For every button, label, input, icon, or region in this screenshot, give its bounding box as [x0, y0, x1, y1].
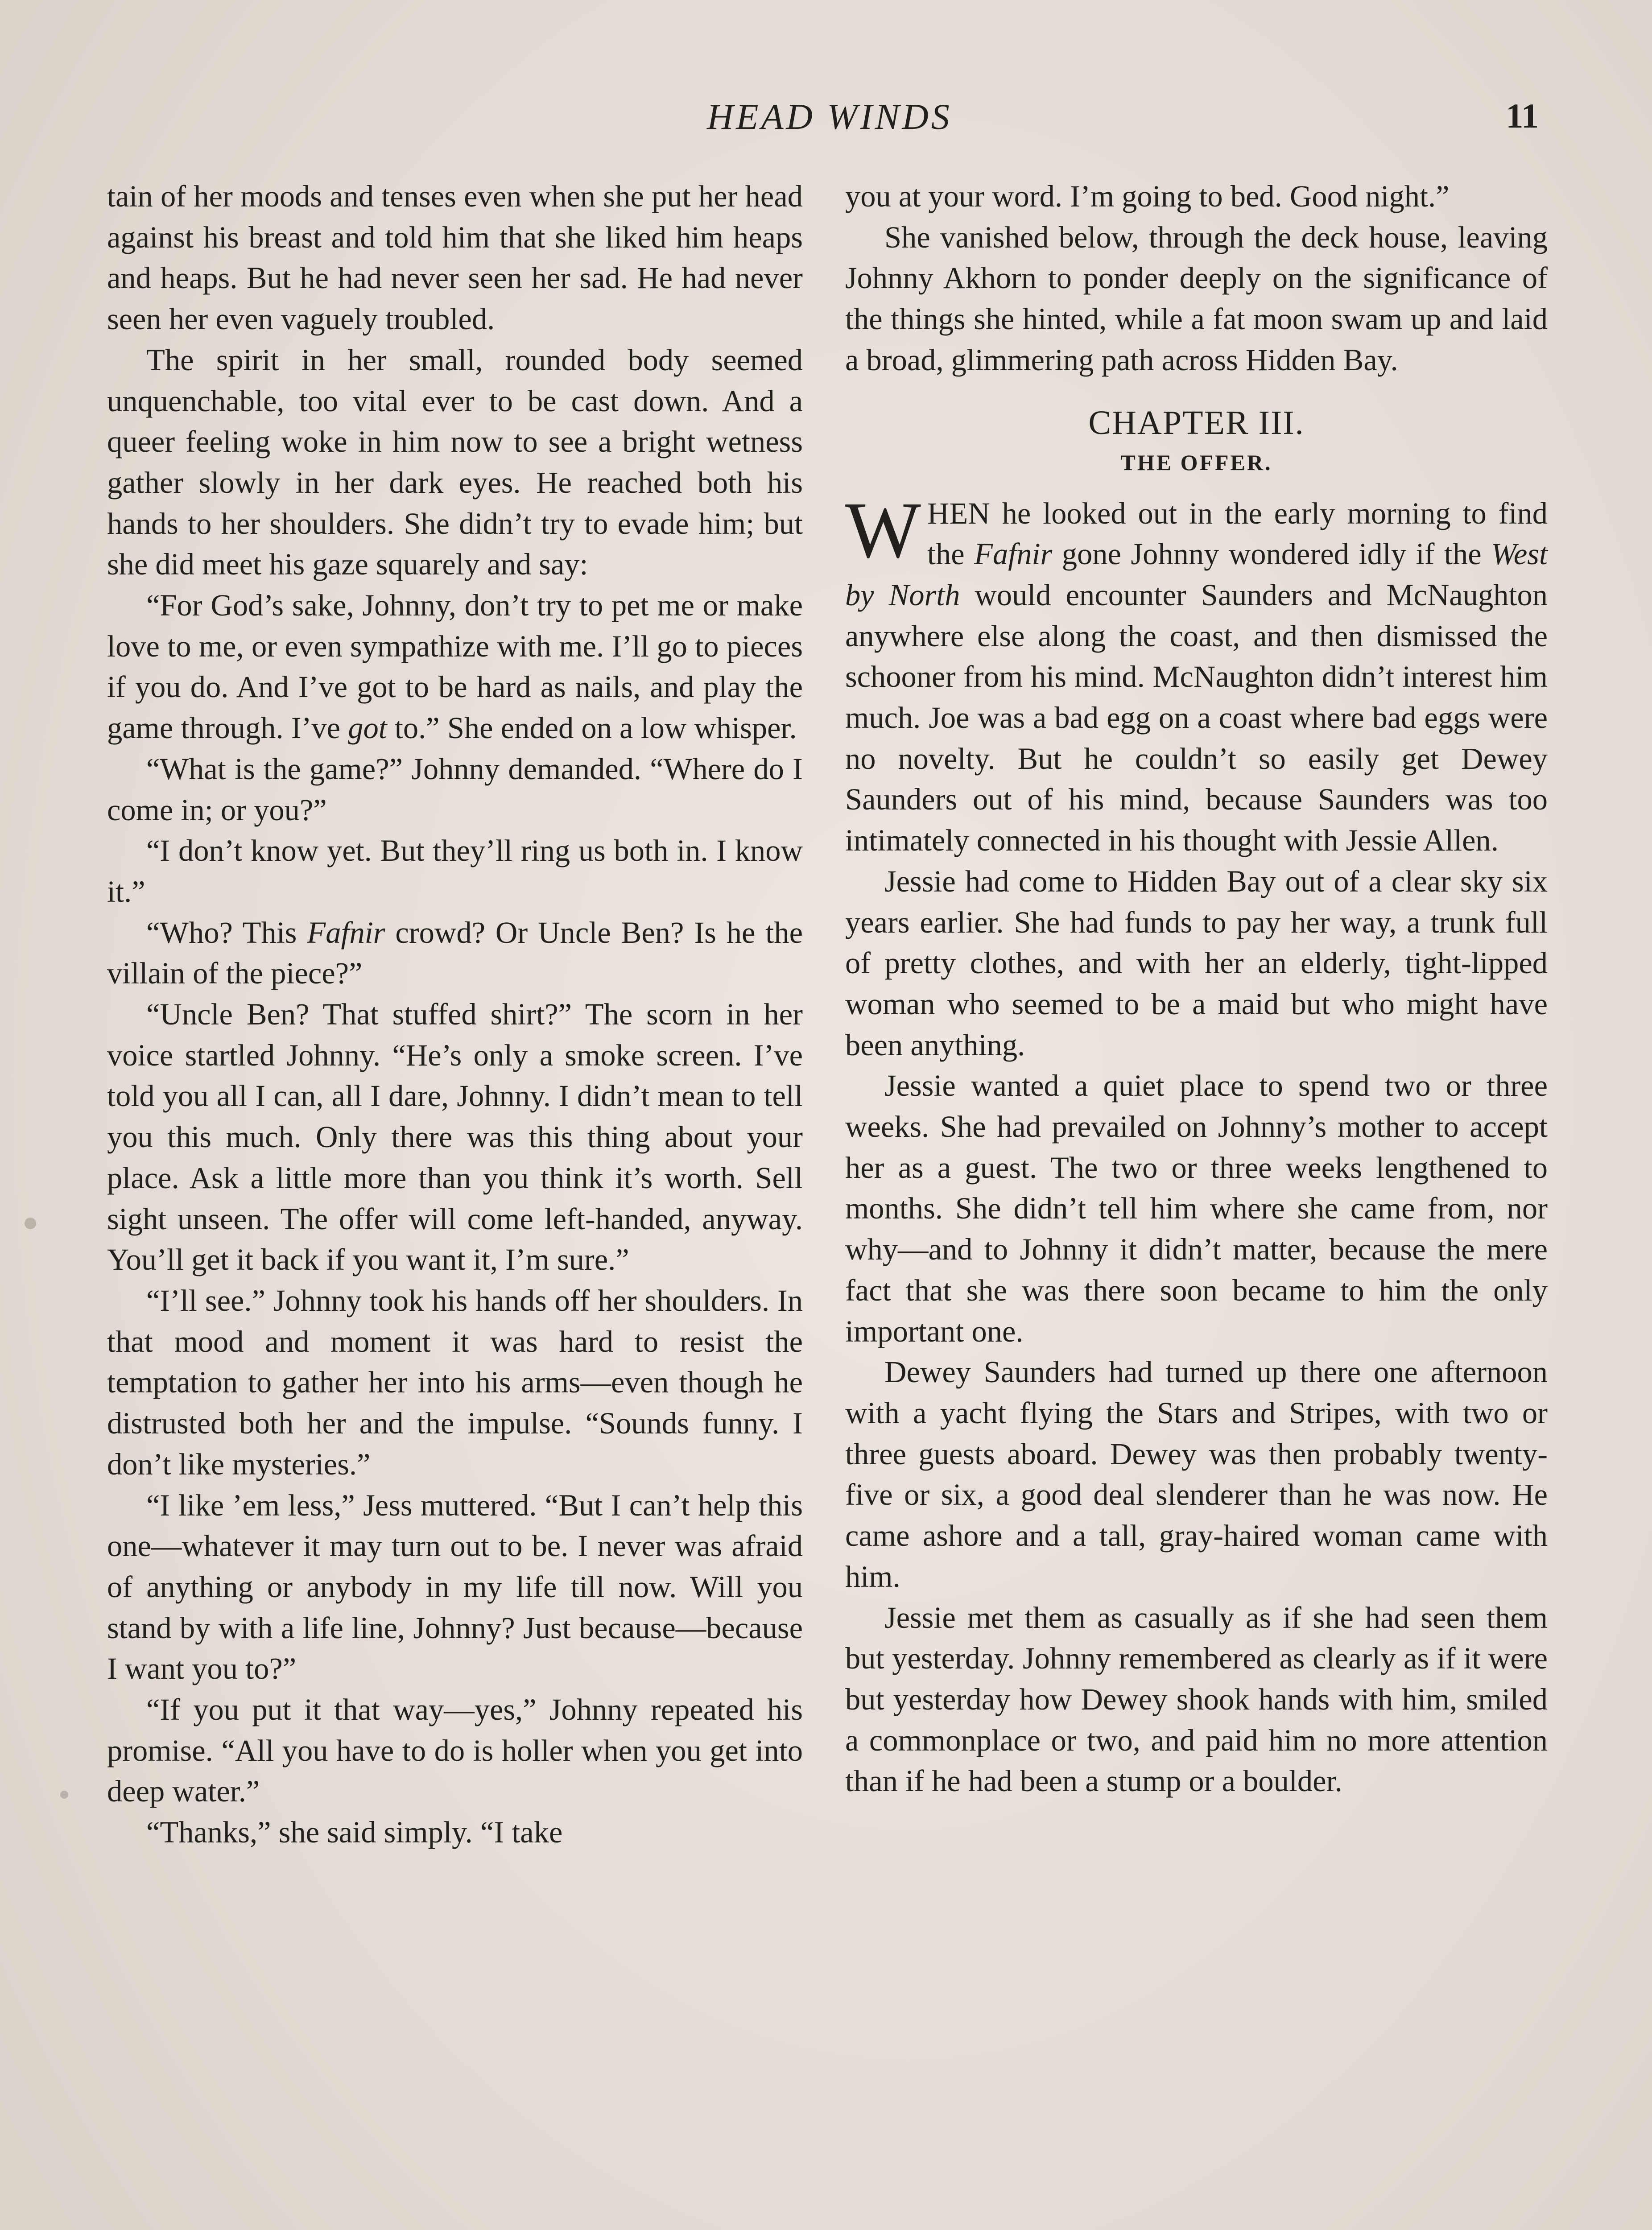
ship-name: Fafnir — [974, 537, 1053, 571]
text-run: HEN he looked out in the early morning to find the — [927, 496, 1548, 571]
paragraph: The spirit in her small, rounded body seemed unquenchable, too vital ever to be cast down. And a queer feeling woke in him now to see a bright wetness gather slowly in her dark eyes. He reached both his hands to her shoulders. She didn’t try to evade him; but she did meet his gaze squarely and say: — [107, 343, 803, 582]
text-run: would encounter Saunders and McNaughton anywhere else along the coast, and then dismissed the schooner from his mind. McNaughton didn’t interest him much. Joe was a bad egg on a coast where bad eggs were no novelty. But he couldn’t so easily get Dewey Saunders out of his mind, because Saunders was too intimately connected in his thought with Jessie Allen. — [845, 578, 1548, 858]
drop-cap: W — [845, 485, 921, 574]
paragraph — [107, 913, 803, 994]
paragraph: Jessie met them as casually as if she had seen them but yesterday. Johnny remembered as clearly as if it were but yesterday how Dewey shook hands with him, smiled a commonplace or two, and paid him no more attention than if he had been a stump or a boulder. — [845, 1600, 1548, 1798]
paragraph: tain of her moods and tenses even when she put her head against his breast and told him that she liked him heaps and heaps. But he had never seen her sad. He had never seen her even vaguely troubled. — [107, 179, 803, 336]
paragraph: “I’ll see.” Johnny took his hands off her shoulders. In that mood and moment it was hard to resist the temptation to gather her into his arms—even though he distrusted both her and the impulse. “Sounds funny. I don’t like mysteries.” — [107, 1283, 803, 1481]
paragraph: She vanished below, through the deck house, leaving Johnny Akhorn to ponder deeply on the significance of the things she hinted, while a fat moon swam up and laid a broad, glimmering path across Hidden Bay. — [845, 220, 1548, 377]
emphasis: got — [348, 711, 387, 745]
paragraph: “Uncle Ben? That stuffed shirt?” The scorn in her voice startled Johnny. “He’s only a smoke screen. I’ve told you all I can, all I dare, Johnny. I didn’t mean to tell you this much. Only there was this thing about your place. Ask a little more than you think it’s worth. Sell sight unseen. The offer will come left-handed, anyway. You’ll get it back if you want it, I’m sure.” — [107, 997, 803, 1277]
paper-blemish — [60, 1791, 68, 1799]
left-column — [107, 176, 803, 1853]
paragraph — [107, 585, 803, 749]
paragraph: Dewey Saunders had turned up there one afternoon with a yacht flying the Stars and Stripes, with two or three guests aboard. Dewey was then probably twenty-five or six, a good deal slenderer than he was now. He came ashore and a tall, gray-haired woman came with him. — [845, 1355, 1548, 1594]
text-run: to.” She ended on a low whisper. — [387, 711, 797, 745]
text-run: “Who? This — [146, 915, 307, 950]
paragraph: “What is the game?” Johnny demanded. “Where do I come in; or you?” — [107, 752, 803, 827]
paragraph: Jessie wanted a quiet place to spend two or three weeks. She had prevailed on Johnny’s mother to accept her as a guest. The two or three weeks lengthened to months. She didn’t tell him where she came from, nor why—and to Johnny it didn’t matter, because the mere fact that she was there soon became to him the only important one. — [845, 1069, 1548, 1348]
running-head: HEAD WINDS — [707, 96, 952, 137]
paper-blemish — [25, 1218, 36, 1229]
paragraph — [845, 485, 1548, 861]
chapter-title: CHAPTER III. — [1088, 404, 1305, 442]
page-number: 11 — [1506, 96, 1539, 135]
text-run: “For God’s sake, Johnny, don’t try to pet me or make love to me, or even sympathize with me. I’ll go to pieces if you do. And I’ve got to be hard as nails, and play the game through. I’ve — [107, 588, 803, 745]
text-run: crowd? Or Uncle Ben? Is he the villain of the piece?” — [107, 915, 803, 991]
paragraph: “If you put it that way—yes,” Johnny repeated his promise. “All you have to do is holler when you get into deep water.” — [107, 1693, 803, 1809]
paragraph: you at your word. I’m going to bed. Good night.” — [845, 179, 1450, 213]
paragraph: Jessie had come to Hidden Bay out of a clear sky six years earlier. She had funds to pay her way, a trunk full of pretty clothes, and with her an elderly, tight-lipped woman who seemed to be a maid but who might have been anything. — [845, 864, 1548, 1062]
ship-name: West by North — [845, 537, 1548, 612]
chapter-subtitle: THE OFFER. — [1120, 450, 1272, 475]
paragraph: “I like ’em less,” Jess muttered. “But I can’t help this one—whatever it may turn out to be. I never was afraid of anything or anybody in my life till now. Will you stand by with a life line, Johnny? Just because—because I want you to?” — [107, 1488, 803, 1686]
right-column — [845, 176, 1548, 1802]
ship-name: Fafnir — [307, 915, 385, 950]
paragraph: “I don’t know yet. But they’ll ring us both in. I know it.” — [107, 834, 803, 909]
paragraph: “Thanks,” she said simply. “I take — [146, 1815, 563, 1850]
text-run: gone Johnny wondered idly if the — [1052, 537, 1491, 571]
